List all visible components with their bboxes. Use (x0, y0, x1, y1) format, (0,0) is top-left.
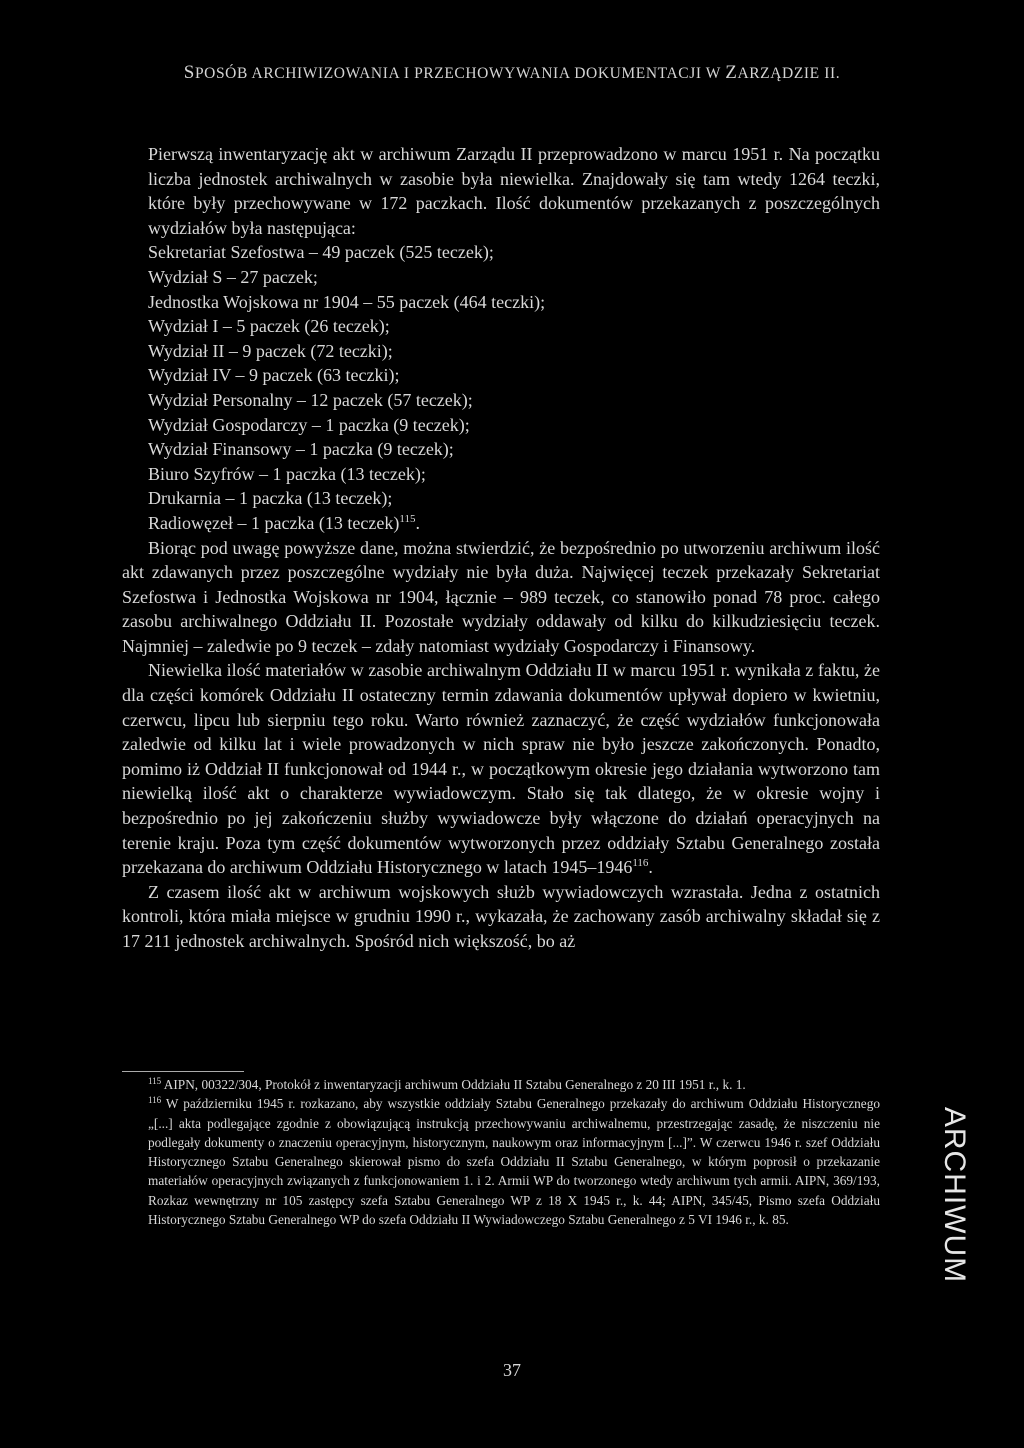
list-item: Sekretariat Szefostwa – 49 paczek (525 teczek); (148, 242, 494, 263)
list-item-text: Radiowęzeł – 1 paczka (13 teczek) (148, 512, 400, 533)
list-item: Wydział S – 27 paczek; (148, 266, 318, 287)
intro-paragraph: Pierwszą inwentaryzację akt w archiwum Zarządu II przeprowadzono w marcu 1951 r. Na początku liczba jednostek archiwalnych w zasobie była niewielka. Znajdowały się tam wtedy 1264 teczki, które były przechowywane w 172 paczkach. Ilość dokumentów przekazanych z poszczególnych wydziałów była następująca: (148, 144, 880, 238)
footnote-text: W październiku 1945 r. rozkazano, aby wszystkie oddziały Sztabu Generalnego przekazały do archiwum Oddziału Historycznego „[...] akta podlegające zgodnie z obowiązującą instrukcją przechowywaniu archiwalnemu, przestrzegając zasadę, że niszczeniu nie podlegały dokumenty o znaczeniu operacyjnym, historycznym, naukowym oraz informacyjnym [...]”. W czerwcu 1946 r. szef Oddziału Historycznego Sztabu Generalnego skierował pismo do szefa Oddziału II Sztabu Generalnego, w którym poprosił o przekazanie materiałów operacyjnych związanych z funkcjonowaniem 1. i 2. Armii WP do tworzonego wtedy archiwum tych armii. AIPN, 369/193, Rozkaz wewnętrzny nr 105 zastępcy szefa Sztabu Generalnego WP z 18 X 1945 r., k. 44; AIPN, 345/45, Pismo szefa Oddziału Historycznego Sztabu Generalnego WP do szefa Oddziału II Wywiadowczego Sztabu Generalnego z 5 VI 1946 r., k. 85. (148, 1096, 880, 1228)
footnote-ref-116[interactable]: 116 (632, 857, 649, 870)
list-item: Wydział II – 9 paczek (72 teczki); (148, 340, 393, 361)
footnotes (122, 1075, 880, 1229)
footnote-divider (122, 1071, 244, 1072)
footnote-number: 115 (148, 1076, 162, 1086)
paragraph-3: Z czasem ilość akt w archiwum wojskowych służb wywiadowczych wzrastała. Jedna z ostatnich kontroli, która miała miejsce w grudniu 1990 r., wykazała, że zachowany zasób archiwalny składał się z 17 211 jednostek archiwalnych. Spośród nich większość, bo aż (122, 881, 880, 951)
footnote-text: AIPN, 00322/304, Protokół z inwentaryzacji archiwum Oddziału II Sztabu Generalnego z 20 III 1951 r., k. 1. (161, 1077, 746, 1092)
list-item-last (148, 511, 880, 536)
list-item: Wydział Finansowy – 1 paczka (9 teczek); (148, 439, 454, 460)
paragraph-1: Biorąc pod uwagę powyższe dane, można stwierdzić, że bezpośrednio po utworzeniu archiwum ilość akt zdawanych przez poszczególne wydziały nie była duża. Najwięcej teczek przekazały Sekretariat Szefostwa i Jednostka Wojskowa nr 1904, łącznie – 989 teczek, co stanowiło ponad 78 proc. całego zasobu archiwalnego Oddziału II. Pozostałe wydziały oddawały od kilku do kilkudziesięciu teczek. Najmniej – zaledwie po 9 teczek – zdały natomiast wydziały Gospodarczy i Finansowy. (122, 537, 880, 656)
header-text-part1: POSÓB ARCHIWIZOWANIA I PRZECHOWYWANIA DOKUMENTACJI W (194, 65, 726, 82)
header-text-part2: ARZĄDZIE II. (737, 65, 841, 82)
footnote-115 (122, 1075, 880, 1094)
running-header (0, 62, 1024, 84)
side-tab-label: ARCHIWUM (938, 1106, 971, 1284)
footnote-number: 116 (148, 1095, 162, 1106)
list-item-end: . (415, 512, 420, 533)
list-item: Jednostka Wojskowa nr 1904 – 55 paczek (464 teczki); (148, 291, 546, 312)
paragraph-2 (122, 658, 880, 879)
main-text (122, 142, 880, 954)
paragraph-2-end: . (648, 857, 653, 878)
list-item: Drukarnia – 1 paczka (13 teczek); (148, 488, 393, 509)
header-initial: S (183, 62, 195, 83)
list-item: Biuro Szyfrów – 1 paczka (13 teczek); (148, 463, 426, 484)
list-item: Wydział Personalny – 12 paczek (57 teczek); (148, 389, 473, 410)
list-item: Wydział IV – 9 paczek (63 teczki); (148, 365, 400, 386)
footnote-116 (122, 1094, 880, 1229)
footnote-ref-115[interactable]: 115 (399, 512, 416, 525)
page-number: 37 (503, 1360, 521, 1380)
paragraph-2-text: Niewielka ilość materiałów w zasobie archiwalnym Oddziału II w marcu 1951 r. wynikała z faktu, że dla części komórek Oddziału II ostateczny termin zdawania dokumentów upływał dopiero w kwietniu, czerwcu, lipcu lub sierpniu tego roku. Warto również zaznaczyć, że część wydziałów funkcjonowała zaledwie od kilku lat i wiele prowadzonych w nich spraw nie było jeszcze zakończonych. Ponadto, pomimo iż Oddział II funkcjonował od 1944 r., w początkowym okresie jego działania wytworzono tam niewielką ilość akt o charakterze wywiadowczym. Stało się tak dlatego, że w okresie wojny i bezpośrednio po jej zakończeniu służby wywiadowcze były włączone do działań operacyjnych na terenie kraju. Poza tym część dokumentów wytworzonych przez oddziały Sztabu Generalnego została przekazana do archiwum Oddziału Historycznego w latach 1945–1946 (122, 660, 880, 878)
header-initial-2: Z (725, 62, 738, 83)
list-item: Wydział I – 5 paczek (26 teczek); (148, 316, 390, 337)
side-tab (936, 1080, 972, 1310)
department-list (122, 240, 880, 535)
list-item: Wydział Gospodarczy – 1 paczka (9 teczek); (148, 414, 470, 435)
